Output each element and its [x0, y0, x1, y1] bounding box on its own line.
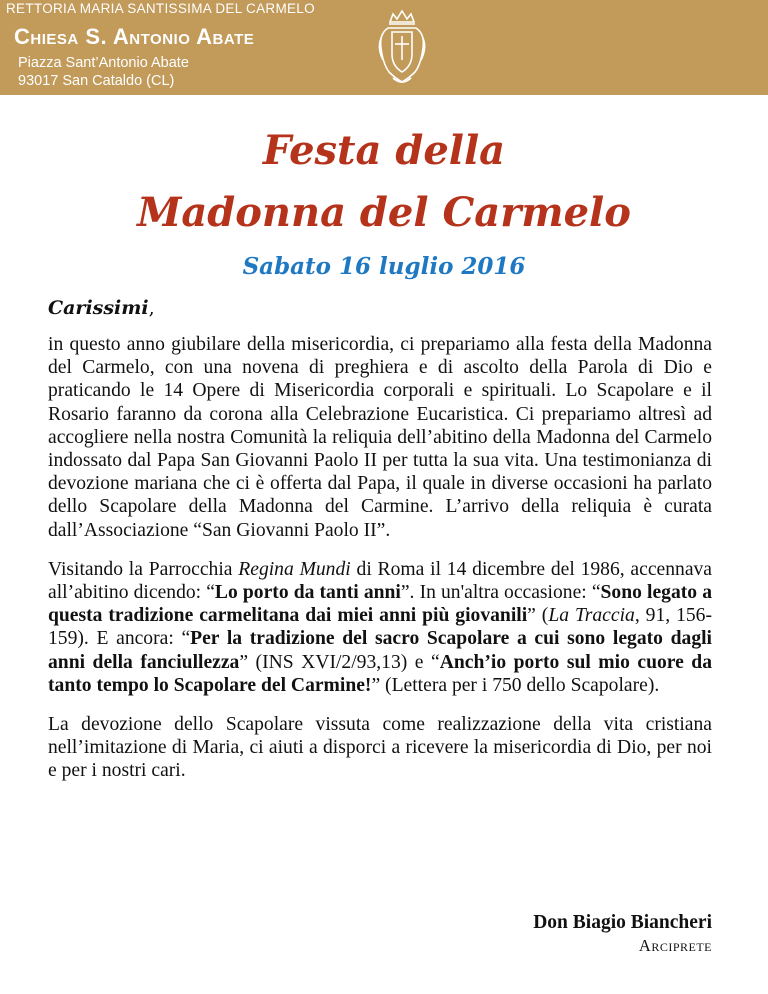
paragraph-3: La devozione dello Scapolare vissuta come realizzazione della vita cristiana nell’imitazione di Maria, ci aiuti a disporci a ricevere la misericordia di Dio, per noi e per i nostri cari. [48, 714, 712, 782]
greeting-word: Carissimi [48, 297, 149, 319]
address-line-1: Piazza Sant’Antonio Abate [18, 55, 189, 71]
p2-text-9: , 91, 156-159). E ancora: “ [48, 605, 712, 650]
event-date: Sabato 16 luglio 2016 [242, 253, 526, 280]
p2-quote-1: Lo porto da tanti anni [214, 582, 401, 604]
signature-block [533, 912, 712, 956]
letterhead-banner [0, 0, 768, 95]
greeting-punct: , [148, 297, 155, 319]
p2-italic-la-traccia: La Traccia [548, 605, 635, 627]
p2-text-1: Visitando la Parrocchia [48, 558, 239, 580]
greeting [48, 297, 155, 319]
p2-text-13: ” (Lettera per i 750 dello Scapolare). [371, 674, 660, 696]
letter-body [48, 333, 712, 799]
church-address [18, 54, 189, 90]
event-title [0, 120, 768, 244]
p2-text-11: ” (INS XVI/2/93,13) e “ [239, 651, 440, 673]
coat-of-arms-icon [375, 8, 429, 88]
paragraph-1: in questo anno giubilare della misericordia, ci prepariamo alla festa della Madonna del Carmelo, con una novena di preghiera e di ascolto della Parola di Dio e praticando le 14 Opere di Misericordia corporali e spirituali. Lo Scapolare e il Rosario faranno da corona alla Celebrazione Eucaristica. Ci prepariamo altresì ad accogliere nella nostra Comunità la reliquia dell’abitino della Madonna del Carmelo indossato dal Papa San Giovanni Paolo II per tutta la sua vita. Una testimonianza di devozione mariana che ci è offerta dal Papa, il quale in diverse occasioni ha parlato dello Scapolare della Madonna del Carmine. L’arrivo della reliquia è curata dall’Associazione “San Giovanni Paolo II”. [48, 334, 712, 541]
signature-name: Don Biagio Biancheri [533, 912, 712, 933]
p2-quote-4: Anch’io porto sul mio cuore da tanto tempo lo Scapolare del Carmine! [48, 651, 713, 696]
address-line-2: 93017 San Cataldo (CL) [18, 73, 175, 89]
p2-italic-regina-mundi: Regina Mundi [238, 558, 351, 580]
rettoria-label: RETTORIA MARIA SANTISSIMA DEL CARMELO [6, 1, 315, 16]
p2-text-5: ”. In un'altra occasione: “ [400, 582, 601, 604]
title-line-1: Festa della [262, 127, 506, 174]
p2-quote-2: Sono legato a questa tradizione carmelitana dai miei anni più giovanili [48, 582, 712, 627]
signature-role: Arciprete [638, 936, 712, 955]
paragraph-2 [48, 558, 712, 697]
p2-text-7: ” ( [527, 605, 549, 627]
p2-text-3: di Roma il 14 dicembre del 1986, accennava all’abitino dicendo: “ [48, 558, 713, 604]
church-name: Chiesa S. Antonio Abate [14, 24, 255, 49]
p2-quote-3: Per la tradizione del sacro Scapolare a cui sono legato dagli anni della fanciullezza [48, 628, 713, 673]
title-line-2: Madonna del Carmelo [137, 189, 631, 236]
